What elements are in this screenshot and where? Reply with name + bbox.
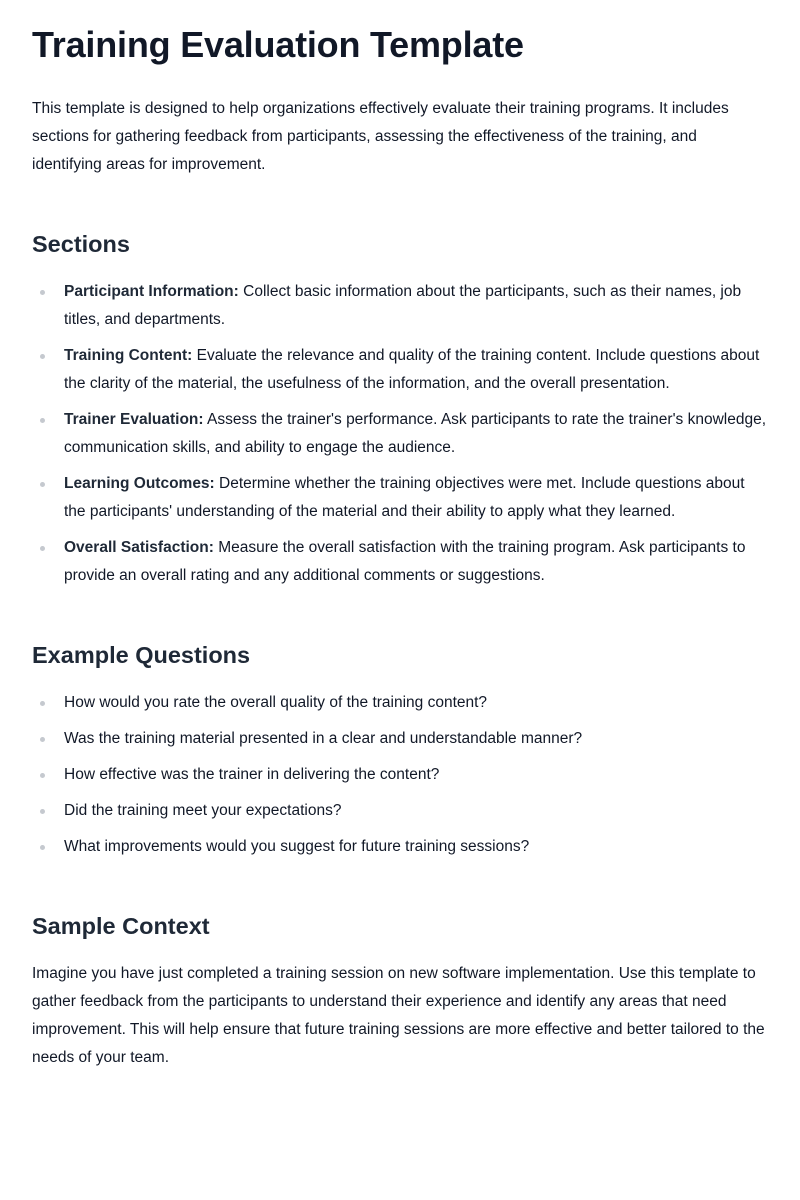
list-item — [32, 406, 768, 462]
context-paragraph: Imagine you have just completed a training session on new software implementation. Use this template to gather feedback from the participants to understand their experience and identify any areas that need improvement. This will help ensure that future training sessions are more effective and better tailored to the needs of your team. — [32, 965, 765, 1066]
examples-heading: Example Questions — [32, 642, 251, 668]
page-title: Training Evaluation Template — [32, 24, 524, 65]
sections-list — [32, 278, 768, 590]
list-item-term: Participant Information: — [64, 283, 239, 300]
list-item-text: Measure the overall satisfaction with the training program. Ask participants to provide an overall rating and any additional comments or suggestions. — [64, 539, 746, 584]
bullet-icon — [40, 773, 45, 778]
list-item-term: Trainer Evaluation: — [64, 411, 204, 428]
examples-list — [32, 689, 768, 861]
list-item-text: Evaluate the relevance and quality of the training content. Include questions about the clarity of the material, the usefulness of the information, and the overall presentation. — [64, 347, 760, 392]
list-item — [32, 833, 768, 861]
list-item — [32, 470, 768, 526]
list-item — [32, 797, 768, 825]
bullet-icon — [40, 809, 45, 814]
list-item — [32, 761, 768, 789]
bullet-icon — [40, 290, 45, 295]
sections-heading: Sections — [32, 231, 130, 257]
bullet-icon — [40, 701, 45, 706]
list-item — [32, 342, 768, 398]
bullet-icon — [40, 482, 45, 487]
list-item — [32, 278, 768, 334]
question-text: How would you rate the overall quality of the training content? — [64, 694, 488, 711]
intro-paragraph: This template is designed to help organizations effectively evaluate their training programs. It includes sections for gathering feedback from participants, assessing the effectiveness of the training, and identifying areas for improvement. — [32, 100, 729, 173]
bullet-icon — [40, 737, 45, 742]
list-item — [32, 725, 768, 753]
list-item — [32, 534, 768, 590]
bullet-icon — [40, 418, 45, 423]
question-text: How effective was the trainer in delivering the content? — [64, 766, 440, 783]
bullet-icon — [40, 845, 45, 850]
question-text: Did the training meet your expectations? — [64, 802, 342, 819]
bullet-icon — [40, 546, 45, 551]
list-item-text: Assess the trainer's performance. Ask participants to rate the trainer's knowledge, communication skills, and ability to engage the audience. — [64, 411, 767, 456]
list-item-term: Overall Satisfaction: — [64, 539, 214, 556]
context-heading: Sample Context — [32, 913, 210, 939]
list-item-text: Determine whether the training objectives were met. Include questions about the participants' understanding of the material and their ability to apply what they learned. — [64, 475, 745, 520]
list-item — [32, 689, 768, 717]
list-item-term: Learning Outcomes: — [64, 475, 215, 492]
list-item-text: Collect basic information about the participants, such as their names, job titles, and departments. — [64, 283, 742, 328]
list-item-term: Training Content: — [64, 347, 193, 364]
question-text: Was the training material presented in a clear and understandable manner? — [64, 730, 583, 747]
bullet-icon — [40, 354, 45, 359]
question-text: What improvements would you suggest for future training sessions? — [64, 838, 530, 855]
